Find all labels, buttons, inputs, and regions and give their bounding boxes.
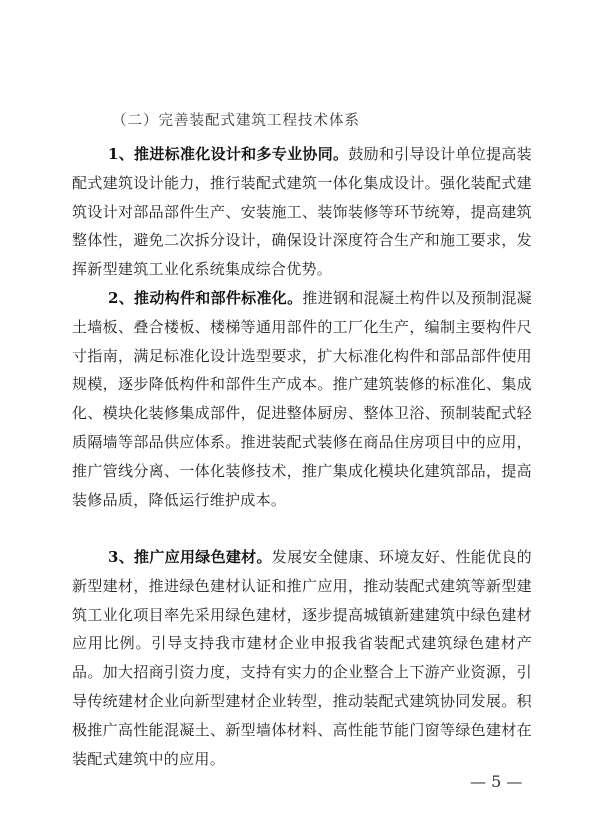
paragraph-title: 2、推动构件和部件标准化。 bbox=[108, 289, 303, 307]
page-number: — 5 — bbox=[470, 772, 523, 791]
paragraph-green-materials bbox=[72, 543, 532, 773]
paragraph-component-standardization bbox=[72, 284, 532, 514]
paragraph-body: 发展安全健康、环境友好、性能优良的新型建材，推进绿色建材认证和推广应用，推动装配式建筑等新型建筑工业化项目率先采用绿色建材，逐步提高城镇新建建筑中绿色建材应用比例。引导支持我市建材企业申报我省装配式建筑绿色建材产品。加大招商引资力度，支持有实力的企业整合上下游产业资源，引导传统建材企业向新型建材企业转型，推动装配式建筑协同发展。积极推广高性能混凝土、新型墙体材料、高性能节能门窗等绿色建材在装配式建筑中的应用。 bbox=[72, 548, 532, 768]
section-heading: （二）完善装配式建筑工程技术体系 bbox=[112, 113, 360, 129]
paragraph-title: 3、推广应用绿色建材。 bbox=[108, 548, 272, 566]
paragraph-title: 1、推进标准化设计和多专业协同。 bbox=[108, 145, 349, 163]
paragraph-body: 鼓励和引导设计单位提高装配式建筑设计能力，推行装配式建筑一体化集成设计。强化装配式建筑设计对部品部件生产、安装施工、装饰装修等环节统筹，提高建筑整体性，避免二次拆分设计，确保设计深度符合生产和施工要求，发挥新型建筑工业化系统集成综合优势。 bbox=[72, 145, 532, 279]
paragraph-standardized-design bbox=[72, 140, 532, 284]
paragraph-body: 推进钢和混凝土构件以及预制混凝土墙板、叠合楼板、楼梯等通用部件的工厂化生产，编制主要构件尺寸指南，满足标准化设计选型要求，扩大标准化构件和部品部件使用规模，逐步降低构件和部件生产成本。推广建筑装修的标准化、集成化、模块化装修集成部件，促进整体厨房、整体卫浴、预制装配式轻质隔墙等部品供应体系。推进装配式装修在商品住房项目中的应用，推广管线分离、一体化装修技术，推广集成化模块化建筑部品，提高装修品质，降低运行维护成本。 bbox=[72, 289, 532, 509]
